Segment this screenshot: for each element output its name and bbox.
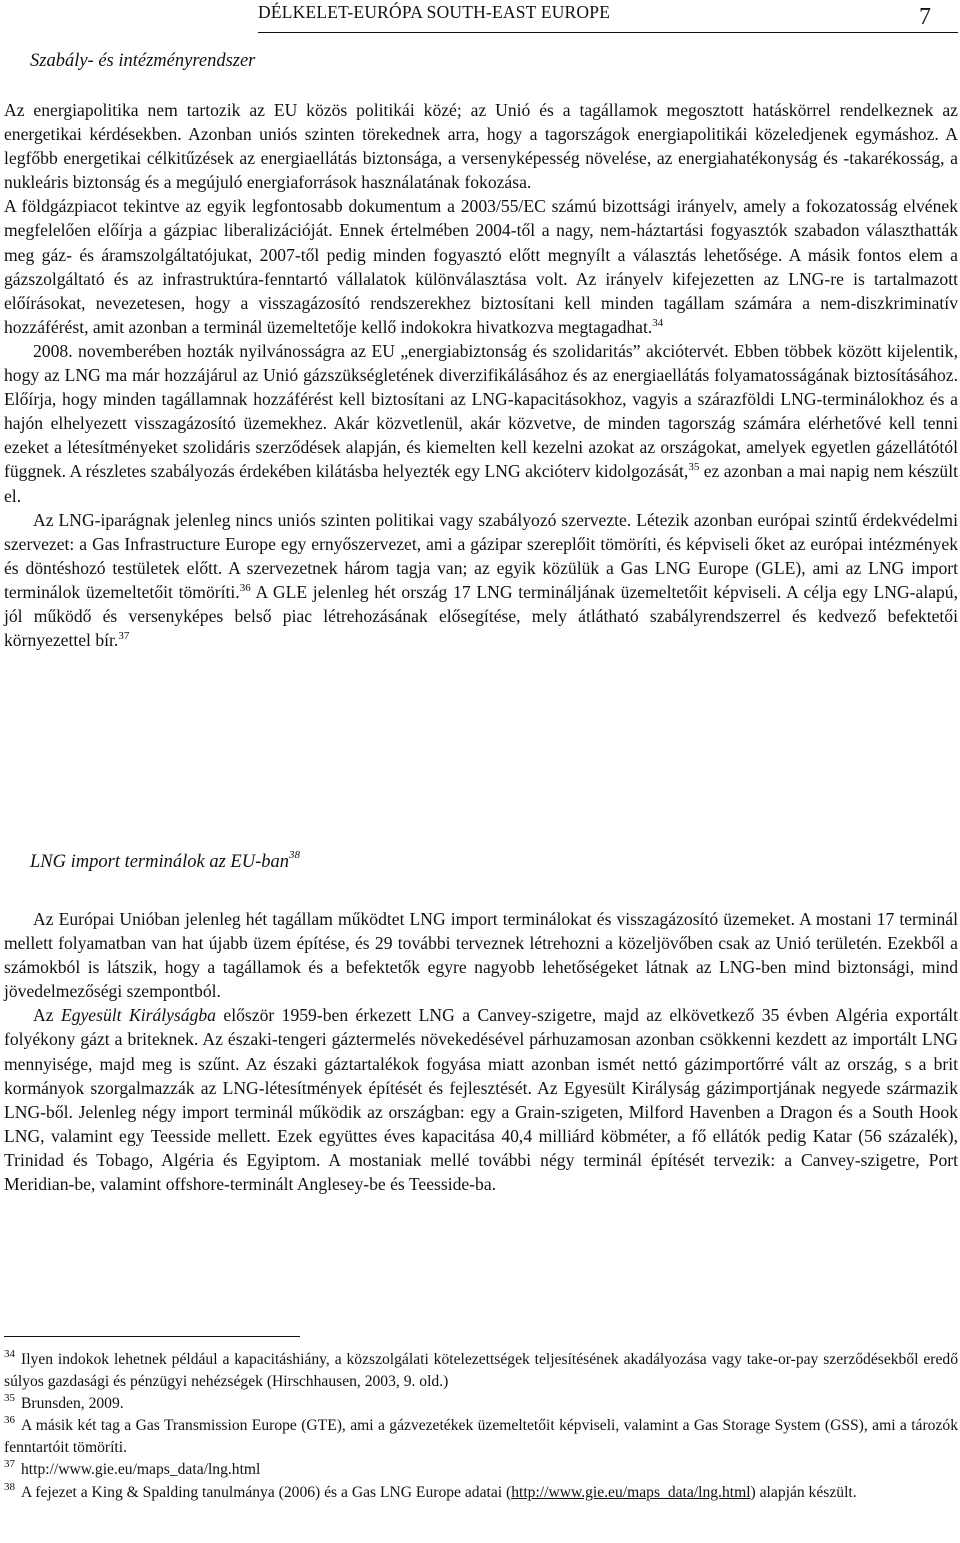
emphasis-country: Egyesült Királyságba bbox=[60, 1005, 216, 1026]
footnote-text: http://www.gie.eu/maps_data/lng.html bbox=[21, 1461, 261, 1479]
running-header: DÉLKELET-EURÓPA SOUTH-EAST EUROPE bbox=[258, 2, 611, 22]
footnote-text: Brunsden, 2009. bbox=[21, 1395, 124, 1413]
heading-text: LNG import terminálok az EU-ban bbox=[30, 852, 289, 872]
paragraph-lng-industry bbox=[4, 508, 958, 653]
footnote-number: 38 bbox=[4, 1480, 15, 1493]
paragraph-text: A GLE jelenleg hét ország 17 LNG termináljának üzemeltetőit képviseli. A célja egy LNG-alapú, jól működő és versenyképes belső piac létrehozásának elősegítése, mely átlátható szabályrendszerrel és kedvező befektetői környezettel bír. bbox=[4, 581, 959, 651]
section-body-rules bbox=[4, 98, 958, 652]
footnote-text: A másik két tag a Gas Transmission Europe (GTE), ami a gázvezetékek üzemeltetőit képviseli, valamint a Gas Storage System (GSS), ami a tározók fenntartóit tömöríti. bbox=[4, 1417, 958, 1457]
footnote-text: A fejezet a King & Spalding tanulmánya (2006) és a Gas LNG Europe adatai ( bbox=[21, 1483, 512, 1501]
paragraph-text: 2008. novemberében hozták nyilvánosságra az EU „energiabiztonság és szolidaritás” akciótervét. Ebben többek között kijelentik, hogy az LNG ma már hozzájárul az Unió gázszükségletének diverzifikálásához és az energiaellátás folyamatosságának biztosításához. Előírja, hogy minden tagállamnak hozzáférést kell biztosítani az LNG-kapacitásokhoz, vagyis a szárazföldi LNG-terminálokhoz és a hajón elhelyezett visszagázosító üzemekhez. Akár közvetlenül, akár közvetve, de minden tagország számára elérhetővé kell tenni ezeket a létesítményeket szolidáris szerződések alapján, és kiemelten kell kezelni azokat az országokat, amelyek egyetlen gázellátótól függnek. A részletes szabályozás érdekében kilátásba helyezték egy LNG akcióterv kidolgozását, bbox=[4, 340, 958, 482]
footnote-link[interactable]: http://www.gie.eu/maps_data/lng.html bbox=[511, 1483, 751, 1501]
footnote-36 bbox=[4, 1415, 958, 1459]
footnote-number: 35 bbox=[4, 1392, 15, 1405]
footnote-ref-34[interactable]: 34 bbox=[652, 316, 664, 329]
header-divider bbox=[258, 32, 958, 33]
paragraph-text: Az bbox=[33, 1005, 61, 1026]
page-number: 7 bbox=[919, 4, 931, 30]
paragraph-text: ez azonban a mai napig nem készült el. bbox=[4, 461, 958, 506]
section-body-terminals bbox=[4, 907, 958, 1196]
footnote-number: 34 bbox=[4, 1348, 15, 1360]
footnote-number: 36 bbox=[4, 1414, 15, 1427]
paragraph-text: először 1959-ben érkezett LNG a Canvey-szigetre, majd az elkövetkező 35 évben Algéria exportált folyékony gázt a briteknek. Az északi-tengeri gáztermelés növekedésével párhuzamosan azonban csökkenni kezdett az importált LNG mennyisége, majd meg is szűnt. Az északi gáztartalékok fogyása miatt azonban ismét nettó gázimportőrré vált az ország, s a brit kormányok szorgalmazzák az LNG-létesítmények építését és fejlesztését. Az Egyesült Királyság gázimportjának negyede származik LNG-ből. Jelenleg négy import terminál működik az országban: egy a Grain-szigeten, Milford Havenben a Dragon és a South Hook LNG, valamint egy Teesside mellett. Ezek együttes éves kapacitása 40,4 milliárd köbméter, a fő ellátók pedig Katar (56 százalék), Trinidad és Tobago, Algéria és Egyiptom. A mostaniak mellé további négy terminál építését tervezik: a Canvey-szigetre, Port Meridian-be, valamint offshore-terminált Anglesey-be és Teesside-ba. bbox=[4, 1005, 958, 1195]
footnote-34 bbox=[4, 1349, 958, 1393]
footnote-ref-37[interactable]: 37 bbox=[118, 630, 130, 643]
paragraph-united-kingdom bbox=[4, 1003, 958, 1196]
footnote-37 bbox=[4, 1459, 958, 1481]
paragraph-text: A földgázpiacot tekintve az egyik legfontosabb dokumentum a 2003/55/EC számú bizottsági irányelv, amely a fokozatosság elvének megfelelően előírja a gázpiac liberalizációját. Ennek értelmében 2004-től a nagy, nem-háztartási fogyasztók szabadon választhatták meg gáz- és áramszolgáltatójukat, 2007-től pedig minden fogyasztó előtt megnyílt a választás lehetősége. A másik fontos elem a gázszolgáltató és az infrastruktúra-fenntartó vállalatok különválasztása volt. Az irányelv kifejezetten az LNG-re is tartalmazott előírásokat, nevezetesen, hogy a visszagázosító rendszerekhez biztosítani kell minden tagállam számára a nem-diszkriminatív hozzáférést, amit azonban a terminál üzemeltetője kellő indokokra hivatkozva megtagadhat. bbox=[4, 196, 958, 337]
paragraph-gas-market bbox=[4, 194, 958, 339]
footnote-ref-36[interactable]: 36 bbox=[239, 581, 251, 594]
footnote-38 bbox=[4, 1482, 958, 1504]
paragraph-action-plan bbox=[4, 339, 958, 508]
footnote-number: 37 bbox=[4, 1458, 15, 1471]
section-heading-terminals bbox=[30, 849, 300, 873]
footnote-35 bbox=[4, 1393, 958, 1415]
paragraph-eu-terminals: Az Európai Unióban jelenleg hét tagállam működtet LNG import terminálokat és visszagázosító üzemeket. A mostani 17 terminál mellett folyamatban van hat újabb üzem építése, és 29 további terveznek létrehozni a közeljövőben csak az Unió területén. Ezekből a számokból is látszik, hogy a tagállamok és a befektetők egyre nagyobb lehetőségeket látnak az LNG-ben mind biztonsági, mind jövedelmezőségi szempontból. bbox=[4, 909, 958, 1002]
paragraph-energy-policy: Az energiapolitika nem tartozik az EU közös politikái közé; az Unió és a tagállamok megosztott hatáskörrel rendelkeznek az energetikai kérdésekben. Azonban uniós szinten törekednek arra, hogy a tagországok energiapolitikái közeledjenek egymáshoz. A legfőbb energetikai célkitűzések az energiaellátás biztonsága, a versenyképesség növelése, az energiahatékonyság és -takarékosság, a nukleáris biztonság és a megújuló energiaforrások használatának fokozása. bbox=[4, 100, 958, 193]
footnote-text: Ilyen indokok lehetnek például a kapacitáshiány, a közszolgálati kötelezettségek teljesítésének akadályozása vagy take-or-pay szerződésekből eredő súlyos gazdasági és pénzügyi nehézségek (Hirschhausen, 2003, 9. old.) bbox=[4, 1351, 958, 1391]
footnote-text: ) alapján készült. bbox=[750, 1483, 857, 1501]
section-heading-rules: Szabály- és intézményrendszer bbox=[30, 51, 256, 71]
footnotes bbox=[4, 1349, 958, 1504]
paragraph-text: Az LNG-iparágnak jelenleg nincs uniós szinten politikai vagy szabályozó szervezte. Létezik azonban európai szintű érdekvédelmi szervezet: a Gas Infrastructure Europe egy ernyőszervezet, ami a gázipar szereplőit tömöríti, és képviseli őket az európai intézmények és döntéshozó testületek előtt. A szervezetnek három tagja van; az egyik közülük a Gas LNG Europe (GLE), ami az LNG import terminálok üzemeltetőit tömöríti. bbox=[4, 509, 958, 602]
footnote-ref-35[interactable]: 35 bbox=[688, 461, 700, 474]
footnote-ref-38[interactable]: 38 bbox=[289, 849, 300, 861]
footnote-divider bbox=[4, 1336, 300, 1337]
